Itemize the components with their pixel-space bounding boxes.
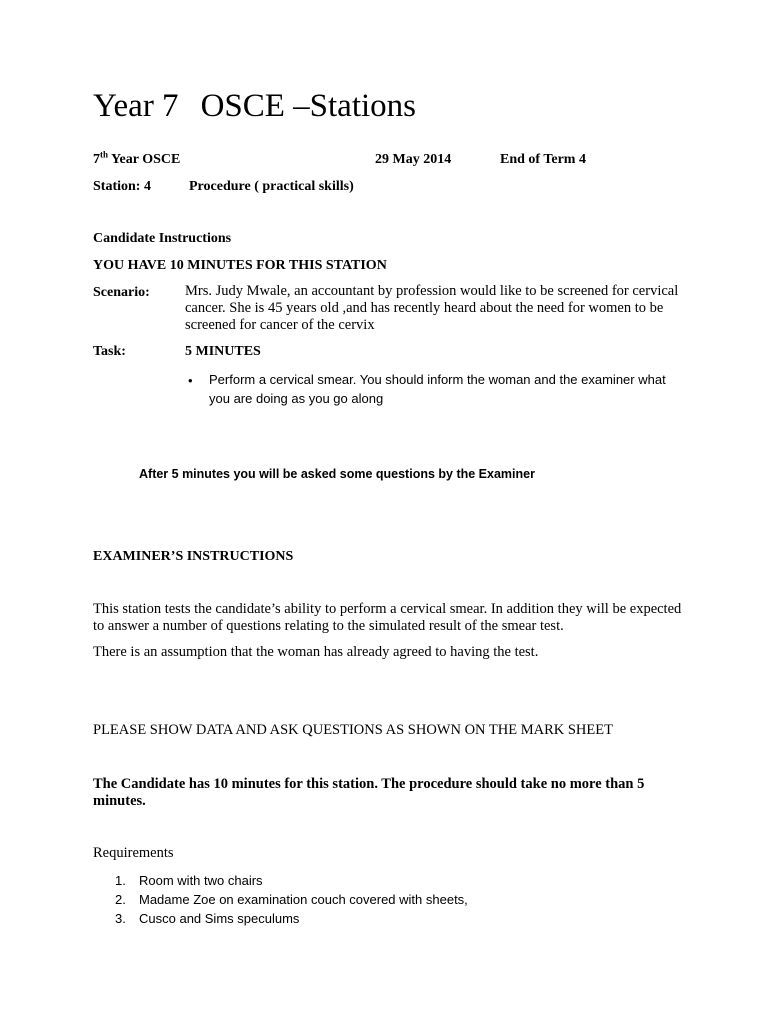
station-type: Procedure ( practical skills) [189, 179, 354, 194]
bullet-icon: • [188, 373, 193, 388]
task-label: Task: [93, 344, 126, 359]
examiner-para-1: This station tests the candidate’s ability to perform a cervical smear. In addition they will be expected to answer a number of questions relating to the simulated result of the smear test. [93, 601, 682, 634]
time-notice: YOU HAVE 10 MINUTES FOR THIS STATION [93, 258, 387, 273]
candidate-heading: Candidate Instructions [93, 231, 232, 246]
list-item-number: 1. [115, 873, 126, 888]
scenario-label: Scenario: [93, 285, 150, 300]
list-item-number: 2. [115, 892, 126, 907]
header-year-sup: th [100, 149, 109, 160]
list-item-text: Room with two chairs [139, 873, 263, 888]
candidate-time-note: The Candidate has 10 minutes for this station. The procedure should take no more than 5 minutes. [93, 776, 645, 809]
page-title [93, 86, 416, 126]
list-item-text: Madame Zoe on examination couch covered with sheets, [139, 892, 468, 907]
requirements-heading: Requirements [93, 845, 174, 861]
examiner-para-2: There is an assumption that the woman has already agreed to having the test. [93, 644, 539, 660]
scenario-text: Mrs. Judy Mwale, an accountant by profession would like to be screened for cervical cancer. She is 45 years old ,and has recently heard about the need for women to be screened for cancer of the cervix [185, 283, 679, 333]
after-note: After 5 minutes you will be asked some questions by the Examiner [139, 467, 535, 481]
station-label: Station: 4 [93, 179, 151, 194]
header-date: 29 May 2014 [375, 152, 452, 167]
header-year-label: Year OSCE [108, 152, 181, 167]
examiner-heading: EXAMINER’S INSTRUCTIONS [93, 549, 294, 564]
show-data-note: PLEASE SHOW DATA AND ASK QUESTIONS AS SHOWN ON THE MARK SHEET [93, 722, 613, 738]
list-item-text: Cusco and Sims speculums [139, 911, 300, 926]
header-term: End of Term 4 [500, 152, 586, 167]
title-name: OSCE –Stations [200, 88, 417, 124]
list-item-number: 3. [115, 911, 126, 926]
header-year-osce [93, 151, 180, 169]
task-bullet-text: Perform a cervical smear. You should inform the woman and the examiner what you are doing as you go along [209, 372, 666, 406]
task-time: 5 MINUTES [185, 344, 261, 359]
title-year: Year 7 [93, 88, 179, 124]
header-year-num: 7 [93, 152, 100, 167]
